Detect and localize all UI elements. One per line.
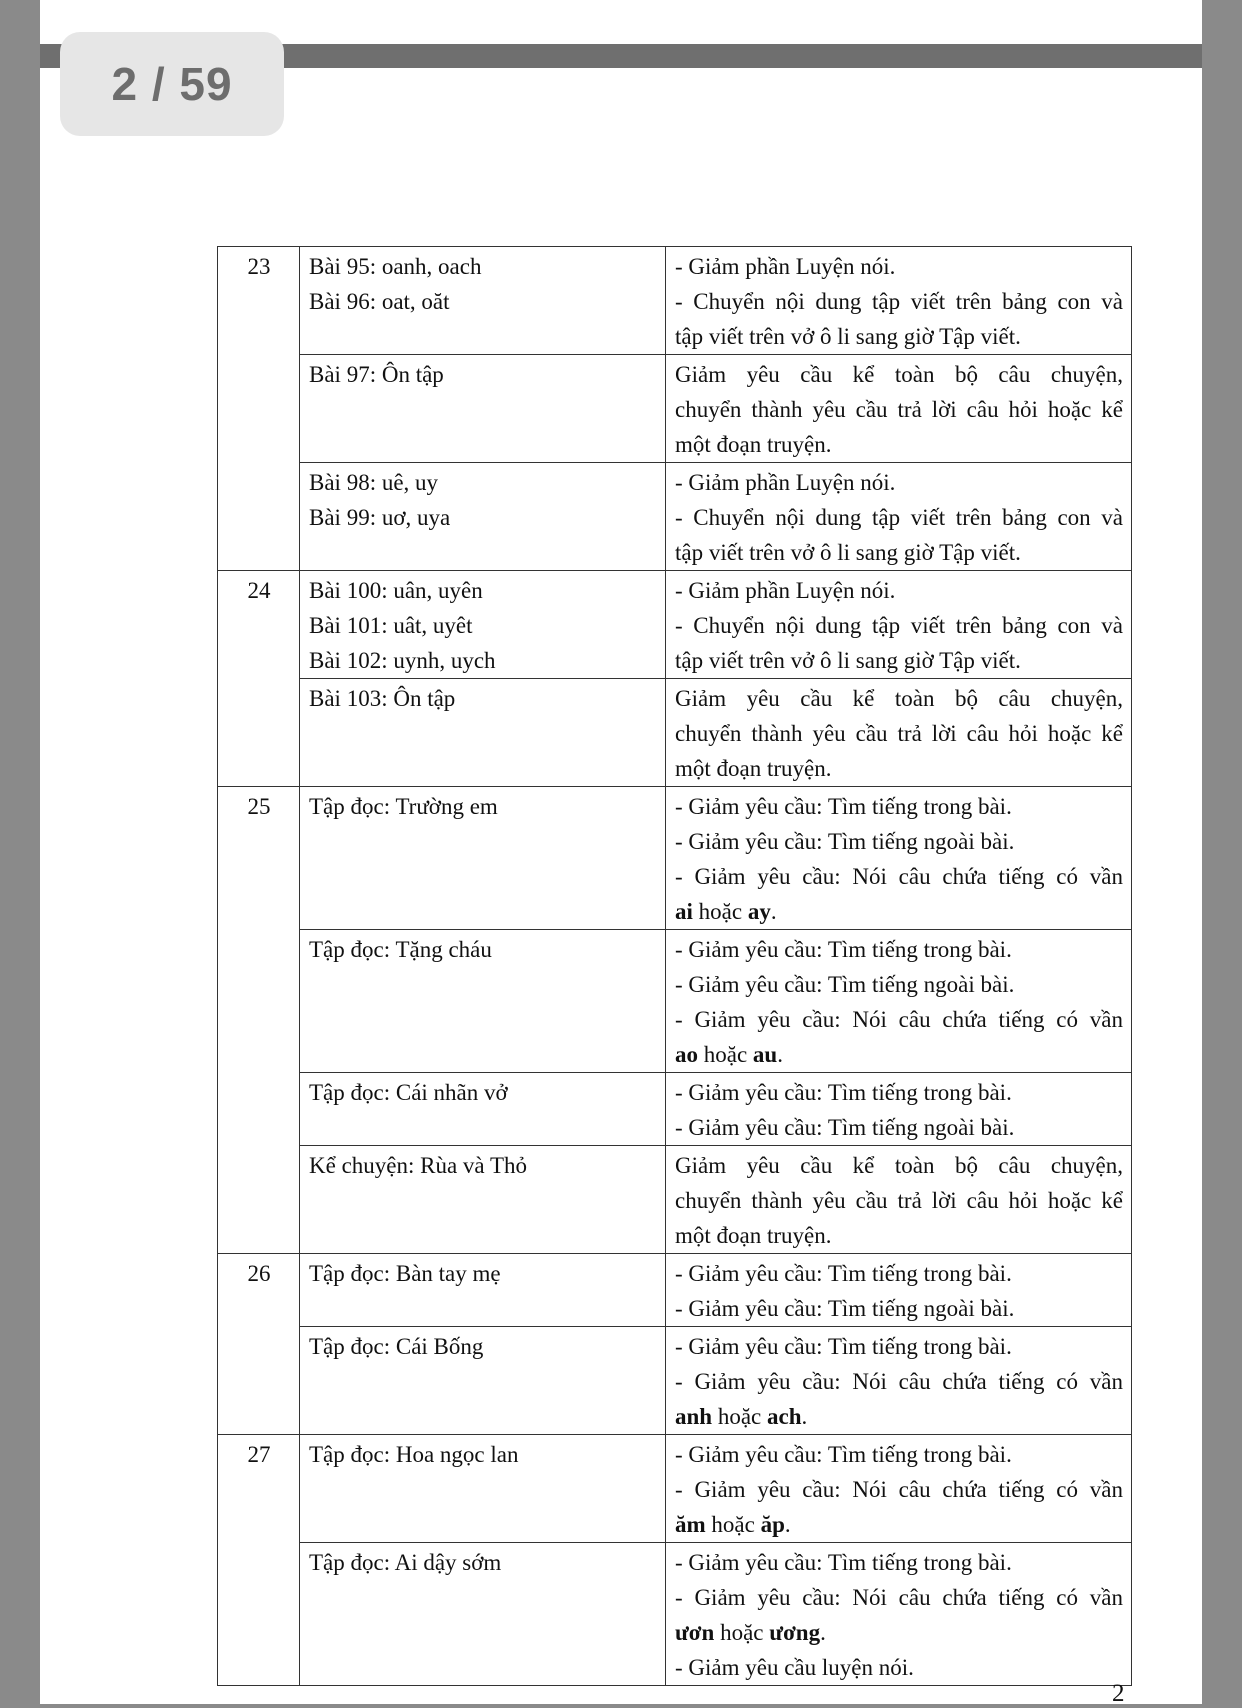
rhyme-b: ăp [760, 1512, 785, 1537]
adjustment-notes-cell [666, 247, 1132, 355]
lesson-title-line: Bài 102: uynh, uych [309, 648, 496, 673]
note-line: - Giảm phần Luyện nói. [675, 470, 896, 495]
note-line: chuyển thành yêu cầu trả lời câu hỏi hoặc kể [675, 721, 1123, 746]
table-row [218, 930, 1132, 1073]
note-line: chuyển thành yêu cầu trả lời câu hỏi hoặc kể [675, 1188, 1123, 1213]
page-number: 2 [1112, 1680, 1125, 1707]
rhyme-b: ay [747, 899, 771, 924]
rhyme-joiner: hoặc [692, 899, 748, 924]
rhyme-joiner: hoặc [705, 1512, 761, 1537]
adjustment-notes-cell [666, 1327, 1132, 1435]
lesson-title-line: Tập đọc: Cái Bống [309, 1334, 484, 1359]
lesson-title-line: Bài 101: uât, uyêt [309, 613, 473, 638]
note-line: - Giảm yêu cầu: Tìm tiếng ngoài bài. [675, 829, 1015, 854]
rhyme-line [675, 1507, 1123, 1542]
rhyme-end: . [801, 1404, 808, 1429]
lesson-table-body [218, 247, 1132, 1686]
rhyme-line [675, 894, 1123, 929]
note-line: tập viết trên vở ô li sang giờ Tập viết. [675, 648, 1021, 673]
lesson-title-line: Bài 95: oanh, oach [309, 254, 482, 279]
lesson-title-cell [300, 1254, 666, 1327]
note-line: - Giảm yêu cầu: Tìm tiếng trong bài. [675, 1442, 1012, 1467]
adjustment-notes-cell [666, 463, 1132, 571]
adjustment-notes-cell [666, 930, 1132, 1073]
note-line: - Chuyển nội dung tập viết trên bảng con và [675, 613, 1123, 638]
lesson-title-line: Tập đọc: Hoa ngọc lan [309, 1442, 519, 1467]
lesson-title-line: Tập đọc: Trường em [309, 794, 498, 819]
note-line: - Giảm yêu cầu: Tìm tiếng ngoài bài. [675, 1115, 1015, 1140]
page-indicator-badge: 2 / 59 [60, 32, 284, 136]
rhyme-a: ươn [675, 1620, 715, 1645]
adjustment-notes-cell [666, 1254, 1132, 1327]
lesson-title-cell [300, 1543, 666, 1686]
rhyme-joiner: hoặc [712, 1404, 768, 1429]
rhyme-a: ăm [675, 1512, 706, 1537]
note-line: - Giảm yêu cầu: Tìm tiếng trong bài. [675, 1261, 1012, 1286]
rhyme-joiner: hoặc [698, 1042, 753, 1067]
note-line: một đoạn truyện. [675, 1223, 832, 1248]
note-line: - Giảm yêu cầu: Tìm tiếng trong bài. [675, 937, 1012, 962]
lesson-title-line: Bài 100: uân, uyên [309, 578, 483, 603]
lesson-title-cell [300, 930, 666, 1073]
lesson-title-line: Bài 99: uơ, uya [309, 505, 451, 530]
table-row [218, 1327, 1132, 1435]
table-row [218, 1146, 1132, 1254]
rhyme-line [675, 1037, 1123, 1072]
note-line: - Giảm yêu cầu: Nói câu chứa tiếng có vần [675, 1585, 1123, 1610]
adjustment-notes-cell [666, 355, 1132, 463]
note-line: - Giảm yêu cầu: Tìm tiếng ngoài bài. [675, 1296, 1015, 1321]
note-line: một đoạn truyện. [675, 756, 832, 781]
rhyme-a: ao [675, 1042, 698, 1067]
document-page [40, 68, 1202, 1707]
lesson-title-cell [300, 787, 666, 930]
note-line: - Giảm yêu cầu: Nói câu chứa tiếng có vần [675, 864, 1123, 889]
lesson-title-line: Kể chuyện: Rùa và Thỏ [309, 1153, 528, 1178]
table-row [218, 1543, 1132, 1686]
rhyme-end: . [770, 899, 777, 924]
table-row [218, 355, 1132, 463]
adjustment-notes-cell [666, 1543, 1132, 1686]
note-line: - Giảm yêu cầu: Nói câu chứa tiếng có vần [675, 1369, 1123, 1394]
lesson-title-line: Bài 98: uê, uy [309, 470, 439, 495]
adjustment-notes-cell [666, 1073, 1132, 1146]
adjustment-notes-cell [666, 1435, 1132, 1543]
week-number-cell: 25 [218, 787, 300, 1254]
rhyme-end: . [784, 1512, 791, 1537]
note-line: Giảm yêu cầu kể toàn bộ câu chuyện, [675, 1153, 1123, 1178]
note-line: Giảm yêu cầu kể toàn bộ câu chuyện, [675, 686, 1123, 711]
note-line: Giảm yêu cầu kể toàn bộ câu chuyện, [675, 362, 1123, 387]
table-row [218, 1073, 1132, 1146]
lesson-title-cell [300, 1435, 666, 1543]
note-line: - Giảm yêu cầu: Nói câu chứa tiếng có vần [675, 1007, 1123, 1032]
lesson-title-line: Bài 96: oat, oăt [309, 289, 450, 314]
note-line: - Giảm yêu cầu: Tìm tiếng ngoài bài. [675, 972, 1015, 997]
note-line: - Giảm yêu cầu luyện nói. [675, 1655, 914, 1680]
rhyme-line [675, 1615, 1123, 1650]
note-line: - Chuyển nội dung tập viết trên bảng con và [675, 505, 1123, 530]
lesson-title-line: Bài 103: Ôn tập [309, 686, 456, 711]
note-line: một đoạn truyện. [675, 432, 832, 457]
lesson-title-line: Tập đọc: Cái nhãn vở [309, 1080, 508, 1105]
table-row [218, 247, 1132, 355]
note-line: chuyển thành yêu cầu trả lời câu hỏi hoặc kể [675, 397, 1123, 422]
rhyme-joiner: hoặc [714, 1620, 770, 1645]
lesson-title-cell [300, 1146, 666, 1254]
table-row [218, 679, 1132, 787]
table-row [218, 463, 1132, 571]
lesson-title-cell [300, 679, 666, 787]
lesson-title-cell [300, 1327, 666, 1435]
note-line: - Chuyển nội dung tập viết trên bảng con và [675, 289, 1123, 314]
note-line: - Giảm yêu cầu: Tìm tiếng trong bài. [675, 1550, 1012, 1575]
note-line: tập viết trên vở ô li sang giờ Tập viết. [675, 540, 1021, 565]
table-row [218, 571, 1132, 679]
lesson-title-cell [300, 355, 666, 463]
lesson-title-cell [300, 571, 666, 679]
week-number-cell: 27 [218, 1435, 300, 1686]
rhyme-a: ai [675, 899, 693, 924]
week-number-cell: 24 [218, 571, 300, 787]
table-row [218, 1435, 1132, 1543]
table-row [218, 787, 1132, 930]
week-number-cell: 23 [218, 247, 300, 571]
rhyme-line [675, 1399, 1123, 1434]
note-line: - Giảm phần Luyện nói. [675, 254, 896, 279]
lesson-title-cell [300, 247, 666, 355]
lesson-title-line: Tập đọc: Ai dậy sớm [309, 1550, 502, 1575]
lesson-table [217, 246, 1132, 1686]
note-line: - Giảm phần Luyện nói. [675, 578, 896, 603]
lesson-title-line: Tập đọc: Tặng cháu [309, 937, 492, 962]
table-row [218, 1254, 1132, 1327]
lesson-title-line: Bài 97: Ôn tập [309, 362, 444, 387]
note-line: - Giảm yêu cầu: Nói câu chứa tiếng có vần [675, 1477, 1123, 1502]
rhyme-a: anh [675, 1404, 713, 1429]
adjustment-notes-cell [666, 787, 1132, 930]
note-line: - Giảm yêu cầu: Tìm tiếng trong bài. [675, 794, 1012, 819]
week-number-cell: 26 [218, 1254, 300, 1435]
rhyme-end: . [820, 1620, 826, 1645]
rhyme-b: ach [767, 1404, 802, 1429]
adjustment-notes-cell [666, 679, 1132, 787]
adjustment-notes-cell [666, 571, 1132, 679]
lesson-title-cell [300, 463, 666, 571]
rhyme-end: . [777, 1042, 783, 1067]
rhyme-b: au [752, 1042, 778, 1067]
lesson-title-cell [300, 1073, 666, 1146]
adjustment-notes-cell [666, 1146, 1132, 1254]
note-line: - Giảm yêu cầu: Tìm tiếng trong bài. [675, 1080, 1012, 1105]
lesson-title-line: Tập đọc: Bàn tay mẹ [309, 1261, 501, 1286]
rhyme-b: ương [769, 1620, 821, 1645]
note-line: tập viết trên vở ô li sang giờ Tập viết. [675, 324, 1021, 349]
note-line: - Giảm yêu cầu: Tìm tiếng trong bài. [675, 1334, 1012, 1359]
